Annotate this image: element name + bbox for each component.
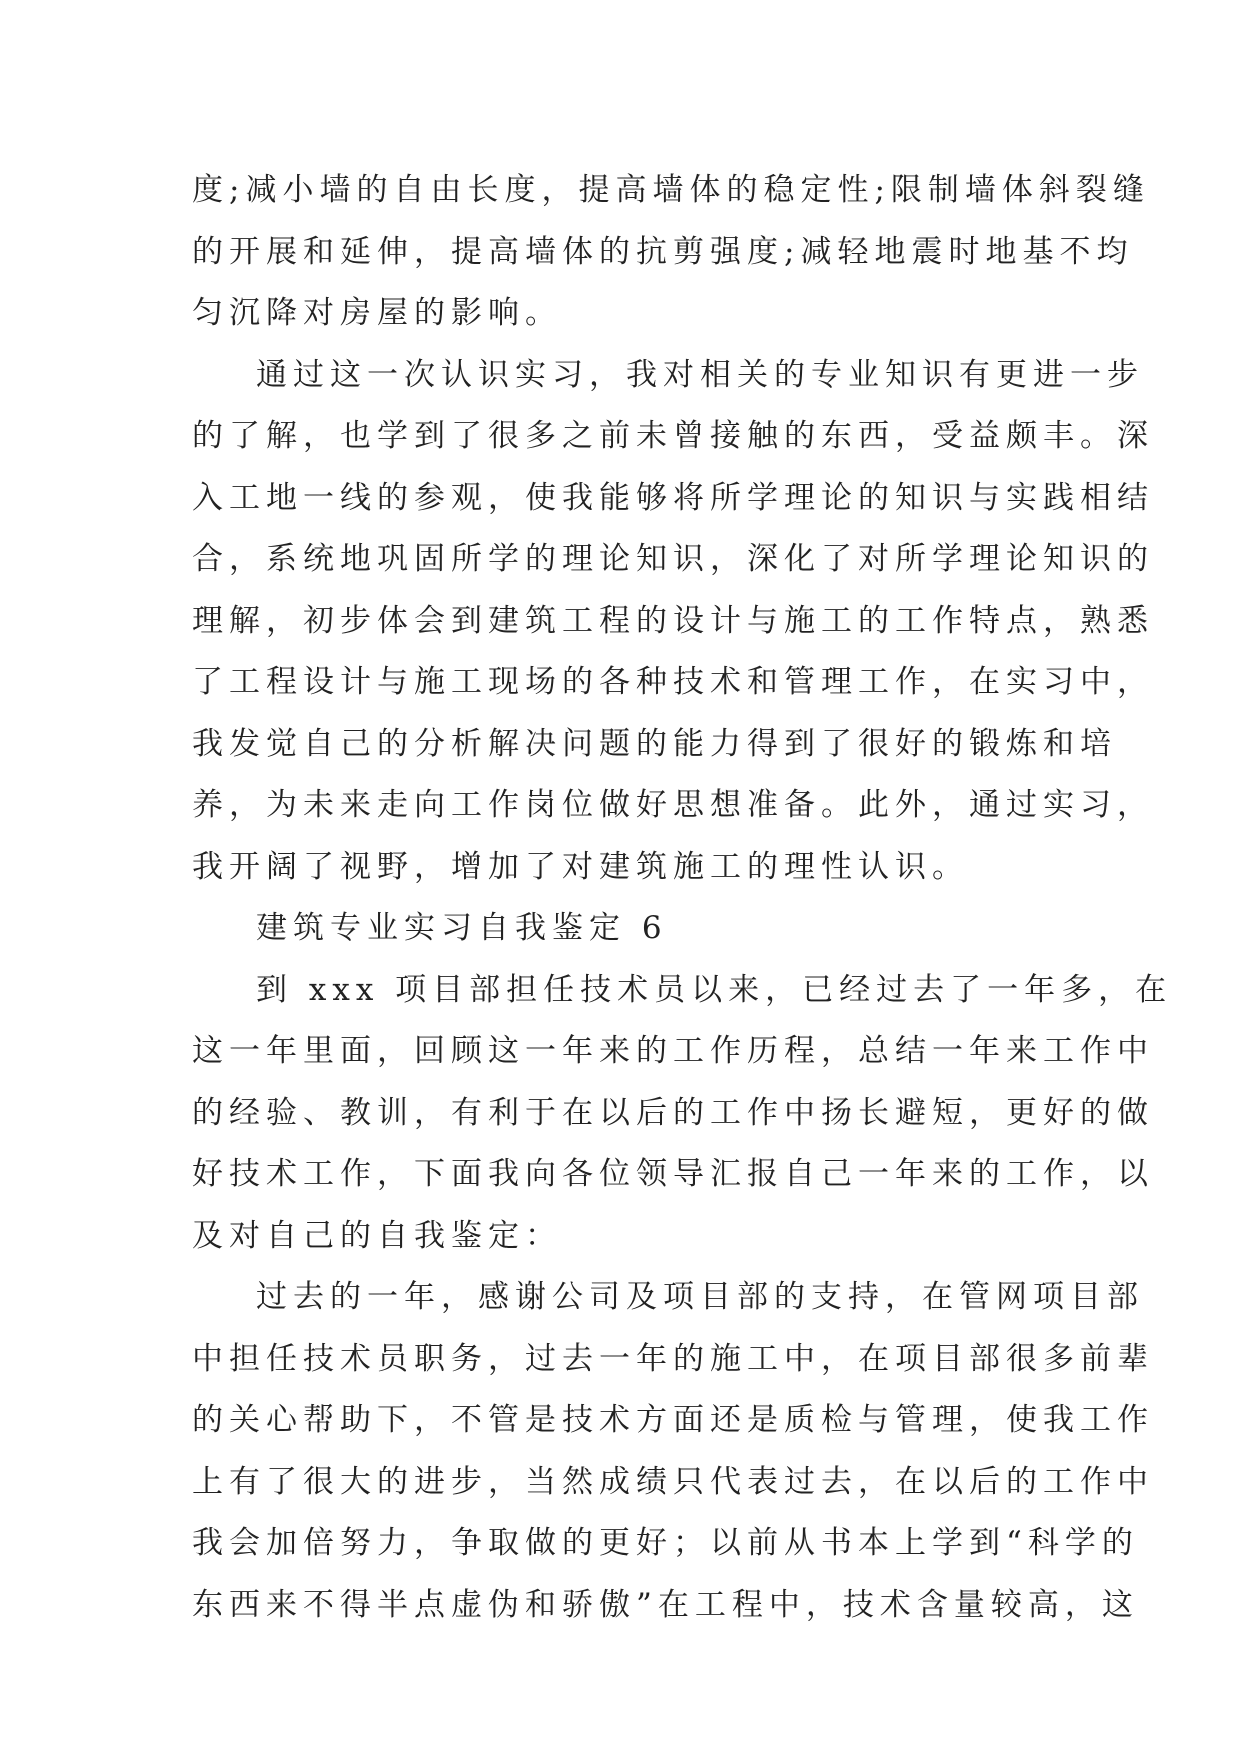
text-line: 了工程设计与施工现场的各种技术和管理工作，在实习中， bbox=[192, 664, 1154, 700]
text-line: 到 xxx 项目部担任技术员以来，已经过去了一年多，在 bbox=[256, 971, 1173, 1008]
text-line: 匀沉降对房屋的影响。 bbox=[192, 295, 562, 331]
text-line: 好技术工作，下面我向各位领导汇报自己一年来的工作，以 bbox=[192, 1156, 1154, 1192]
text-line: 过去的一年，感谢公司及项目部的支持，在管网项目部 bbox=[256, 1279, 1144, 1315]
text-line: 的关心帮助下，不管是技术方面还是质检与管理，使我工作 bbox=[192, 1402, 1154, 1438]
text-line: 的开展和延伸，提高墙体的抗剪强度;减轻地震时地基不均 bbox=[192, 233, 1134, 270]
text-line: 入工地一线的参观，使我能够将所学理论的知识与实践相结 bbox=[192, 479, 1154, 516]
text-line: 合，系统地巩固所学的理论知识，深化了对所学理论知识的 bbox=[192, 541, 1154, 577]
text-line: 建筑专业实习自我鉴定 6 bbox=[256, 910, 668, 946]
document-body bbox=[192, 160, 1173, 1636]
text-line: 中担任技术员职务，过去一年的施工中，在项目部很多前辈 bbox=[192, 1340, 1154, 1377]
text-line: 东西来不得半点虚伪和骄傲”在工程中，技术含量较高，这 bbox=[192, 1586, 1139, 1623]
text-line: 及对自己的自我鉴定： bbox=[192, 1217, 562, 1254]
text-line: 这一年里面，回顾这一年来的工作历程，总结一年来工作中 bbox=[192, 1033, 1154, 1069]
text-line: 我发觉自己的分析解决问题的能力得到了很好的锻炼和培 bbox=[192, 725, 1117, 762]
text-line: 通过这一次认识实习，我对相关的专业知识有更进一步 bbox=[256, 356, 1144, 393]
text-line: 我开阔了视野，增加了对建筑施工的理性认识。 bbox=[192, 848, 969, 885]
text-line: 的经验、教训，有利于在以后的工作中扬长避短，更好的做 bbox=[192, 1094, 1154, 1131]
text-line: 上有了很大的进步，当然成绩只代表过去，在以后的工作中 bbox=[192, 1463, 1154, 1500]
text-line: 养，为未来走向工作岗位做好思想准备。此外，通过实习， bbox=[192, 787, 1154, 823]
text-line: 的了解，也学到了很多之前未曾接触的东西，受益颇丰。深 bbox=[192, 418, 1154, 454]
text-line: 度;减小墙的自由长度，提高墙体的稳定性;限制墙体斜裂缝 bbox=[192, 172, 1150, 208]
text-line: 理解，初步体会到建筑工程的设计与施工的工作特点，熟悉 bbox=[192, 602, 1154, 639]
text-line: 我会加倍努力，争取做的更好；以前从书本上学到“科学的 bbox=[192, 1525, 1139, 1561]
